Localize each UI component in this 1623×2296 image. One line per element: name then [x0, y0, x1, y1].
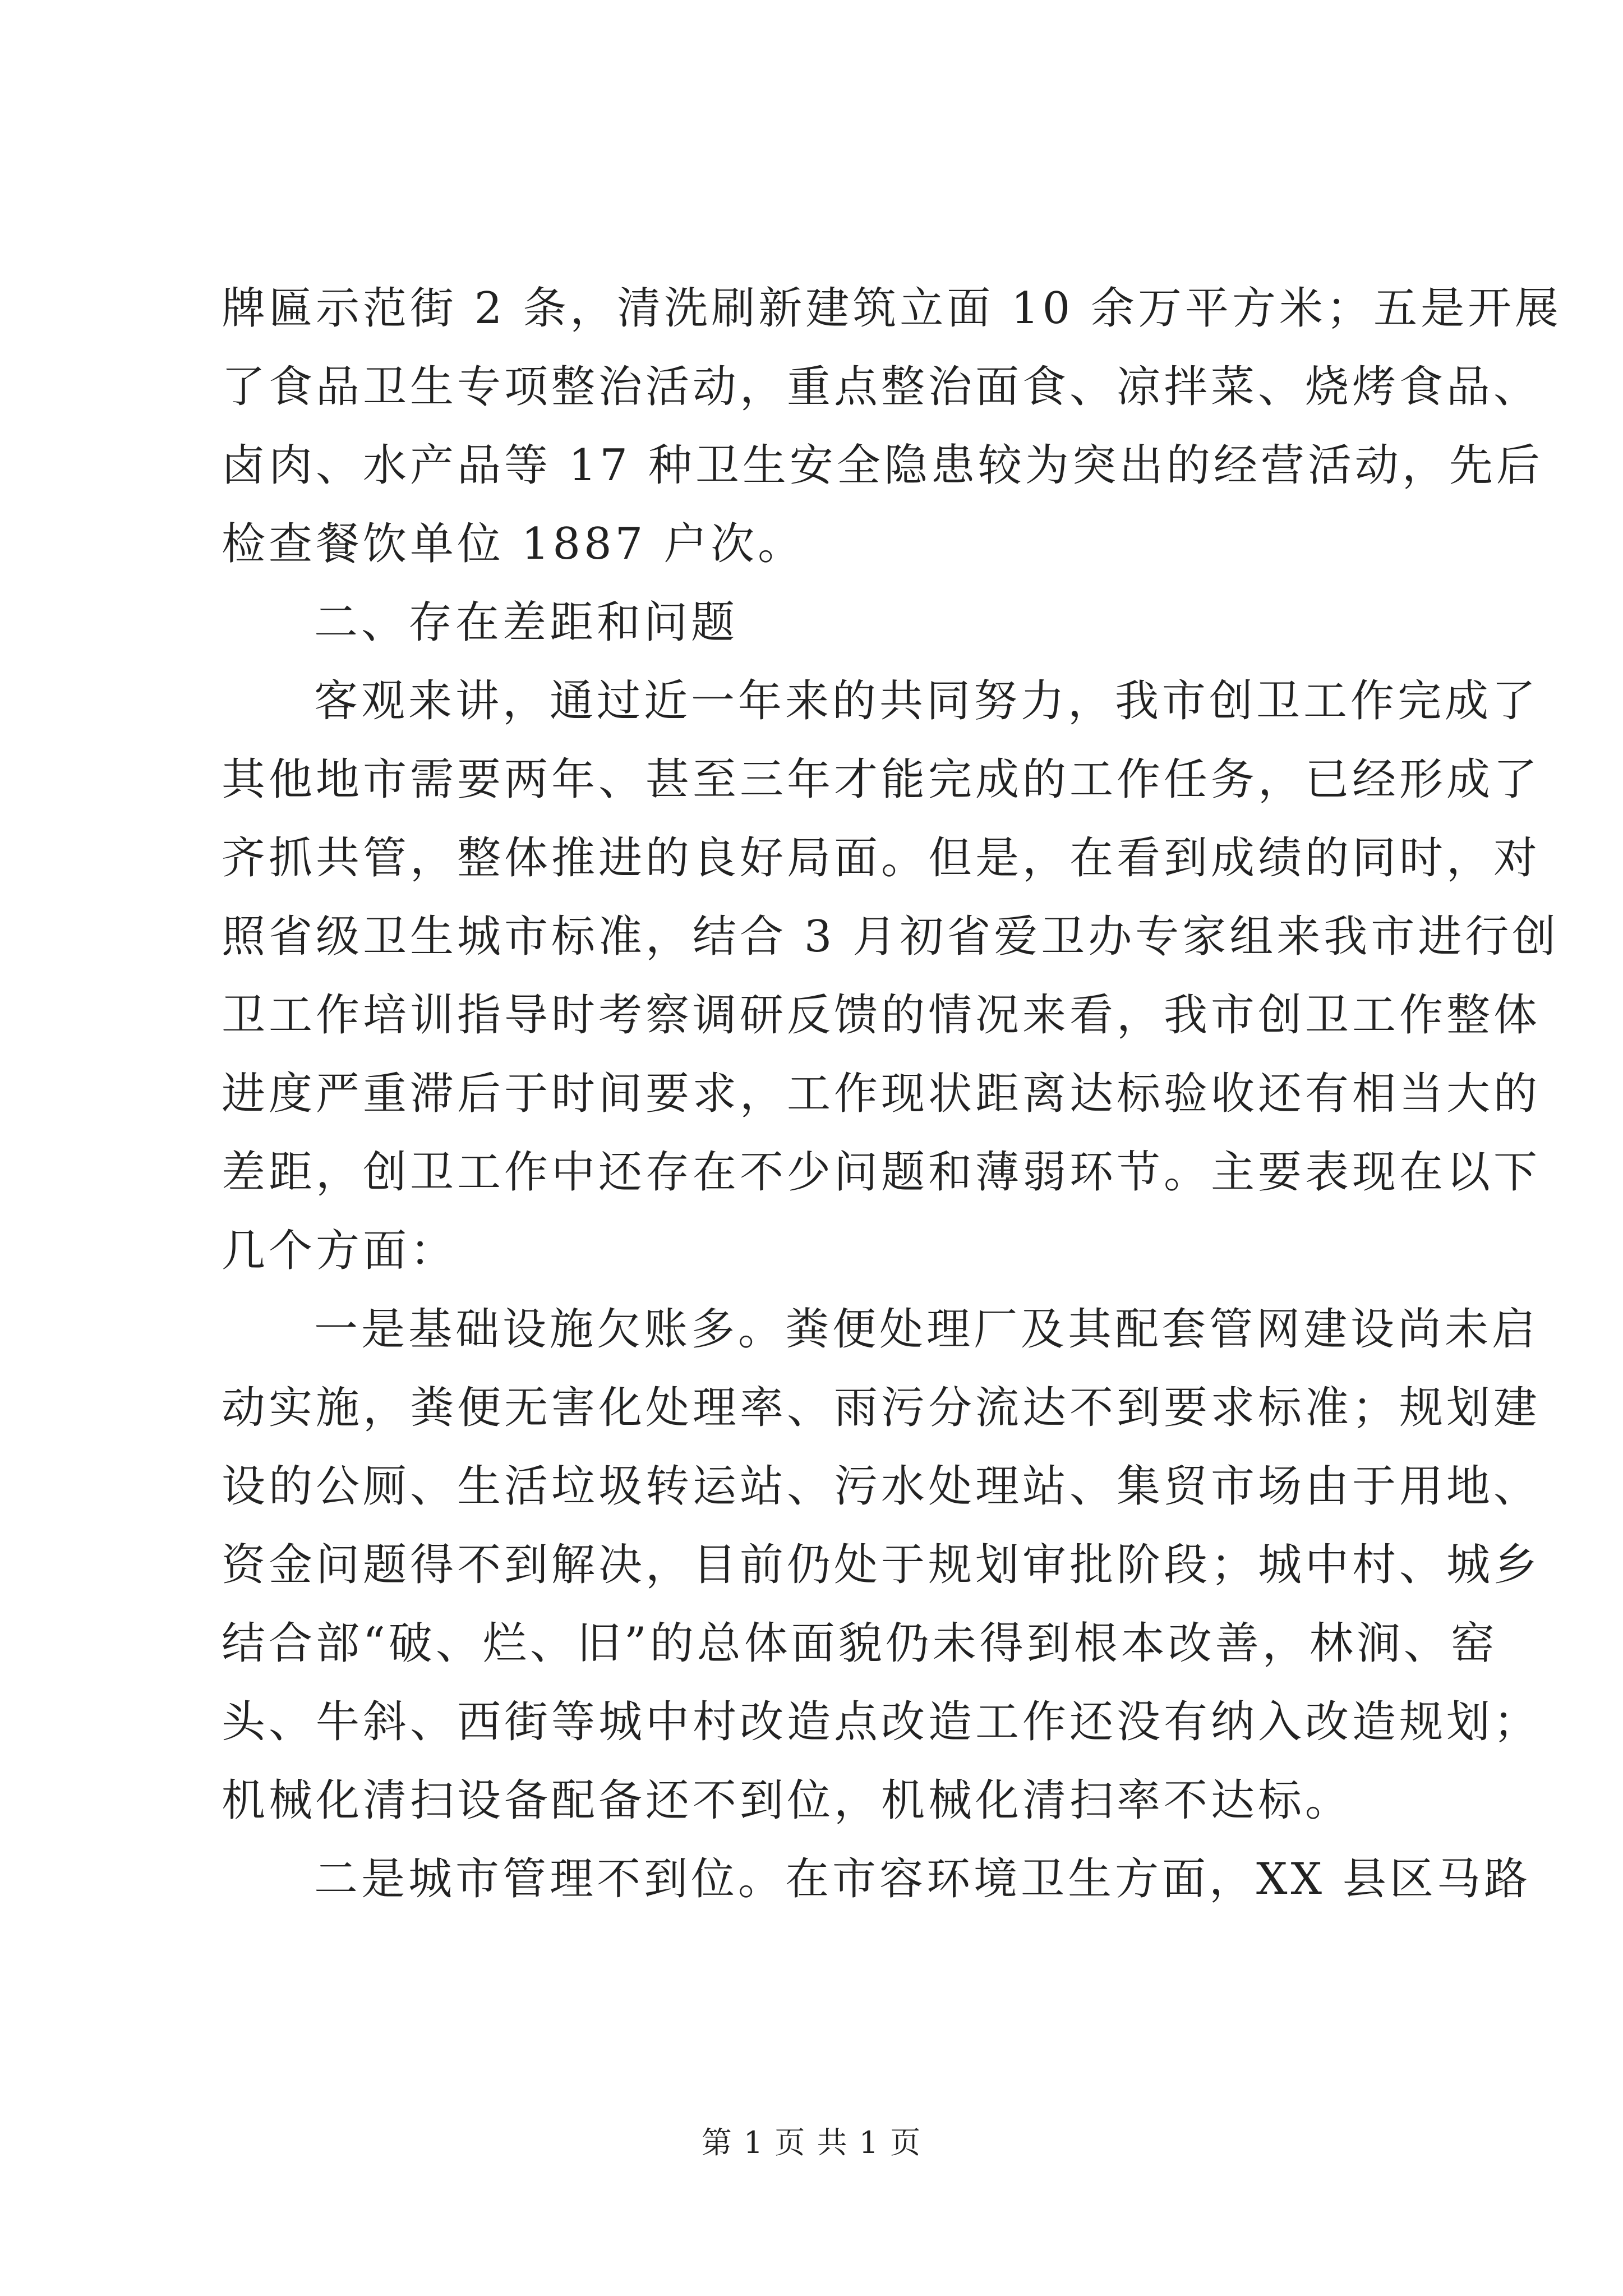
body-line: 差距，创卫工作中还存在不少问题和薄弱环节。主要表现在以下: [222, 1147, 1541, 1198]
body-line: 卫工作培训指导时考察调研反馈的情况来看，我市创卫工作整体: [222, 990, 1541, 1041]
body-line: 了食品卫生专项整治活动，重点整治面食、凉拌菜、烧烤食品、: [222, 362, 1541, 412]
body-line: 进度严重滞后于时间要求，工作现状距离达标验收还有相当大的: [222, 1069, 1541, 1119]
body-line: 设的公厕、生活垃圾转运站、污水处理站、集贸市场由于用地、: [222, 1461, 1541, 1512]
section-heading: 二、存在差距和问题: [314, 597, 739, 648]
body-line: 检查餐饮单位 1887 户次。: [222, 519, 805, 569]
body-line: 资金问题得不到解决，目前仍处于规划审批阶段；城中村、城乡: [222, 1540, 1541, 1590]
body-line: 其他地市需要两年、甚至三年才能完成的工作任务，已经形成了: [222, 754, 1541, 805]
body-line: 动实施，粪便无害化处理率、雨污分流达不到要求标准；规划建: [222, 1383, 1541, 1433]
body-line: 牌匾示范街 2 条，清洗刷新建筑立面 10 余万平方米；五是开展: [222, 283, 1562, 334]
body-line: 头、牛斜、西街等城中村改造点改造工作还没有纳入改造规划；: [222, 1697, 1541, 1747]
body-line: 几个方面：: [222, 1226, 458, 1276]
document-body: [222, 269, 1562, 1918]
body-line: 客观来讲，通过近一年来的共同努力，我市创卫工作完成了: [314, 676, 1539, 726]
body-line: 机械化清扫设备配备还不到位，机械化清扫率不达标。: [222, 1775, 1353, 1826]
page-number-footer: 第 1 页 共 1 页: [701, 2125, 922, 2160]
body-line: 二是城市管理不到位。在市容环境卫生方面，XX 县区马路: [314, 1854, 1531, 1904]
body-line: 齐抓共管，整体推进的良好局面。但是，在看到成绩的同时，对: [222, 833, 1541, 884]
body-line: 一是基础设施欠账多。粪便处理厂及其配套管网建设尚未启: [314, 1304, 1539, 1355]
body-line: 结合部“破、烂、旧”的总体面貌仍未得到根本改善，林涧、窑: [222, 1618, 1498, 1669]
body-line: 照省级卫生城市标准，结合 3 月初省爱卫办专家组来我市进行创: [222, 912, 1560, 962]
body-line: 卤肉、水产品等 17 种卫生安全隐患较为突出的经营活动，先后: [222, 440, 1543, 491]
